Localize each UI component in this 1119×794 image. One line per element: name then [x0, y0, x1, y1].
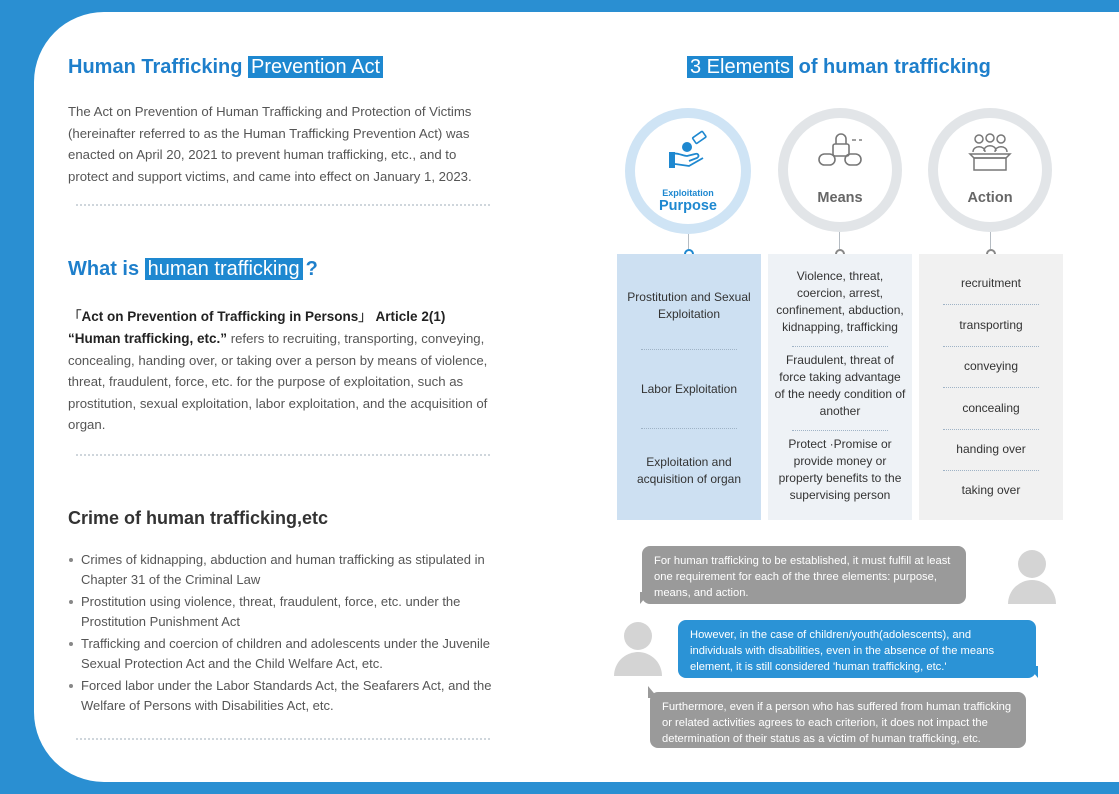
purpose-cell: Prostitution and Sexual Exploitation: [627, 290, 751, 321]
definition-term: “Human trafficking, etc.”: [68, 331, 228, 346]
purpose-label: Purpose: [658, 198, 717, 214]
title-highlight: 3 Elements: [687, 56, 793, 78]
divider: [76, 454, 490, 456]
separator: [943, 470, 1039, 471]
list-item: Crimes of kidnapping, abduction and human trafficking as stipulated in Chapter 31 of the Criminal Law: [68, 550, 520, 590]
hand-coin-icon: [665, 130, 711, 177]
action-cell: conveying: [963, 358, 1019, 373]
action-cell: transporting: [959, 317, 1023, 332]
means-cell: Protect ·Promise or provide money or property benefits to the supervising person: [778, 437, 902, 502]
means-label: Means: [817, 190, 863, 206]
connector: [688, 234, 689, 249]
separator: [943, 387, 1039, 388]
separator: [792, 346, 888, 347]
purpose-cell: Labor Exploitation: [640, 381, 738, 396]
title-end: ?: [305, 258, 318, 280]
title-plain: Human Trafficking: [68, 56, 249, 78]
separator: [641, 428, 737, 429]
prevention-act-body: The Act on Prevention of Human Trafficking and Protection of Victims (hereinafter referred to as the Human Trafficking Prevention Act) was enacted on April 20, 2021 to prevent human trafficking, etc., and to protect and support victims, and came into effect on January 1, 2023.: [68, 104, 472, 184]
separator: [792, 430, 888, 431]
title-highlight: human trafficking: [145, 258, 303, 280]
action-cell: concealing: [962, 400, 1020, 415]
article-subtitle: 「Act on Prevention of Trafficking in Persons」 Article 2(1): [68, 309, 446, 324]
chain-lock-icon: [816, 132, 864, 177]
avatar: [1018, 550, 1046, 578]
title-plain: What is: [68, 258, 145, 280]
bubble-tail: [640, 592, 650, 604]
bubble-tail: [648, 686, 658, 698]
title-plain: of human trafficking: [793, 56, 991, 78]
list-item: Prostitution using violence, threat, fraudulent, force, etc. under the Prostitution Punishment Act: [68, 592, 520, 632]
separator: [943, 304, 1039, 305]
divider: [76, 738, 490, 740]
action-cell: handing over: [956, 441, 1026, 456]
definition-body: refers to recruiting, transporting, conveying, concealing, handing over, or taking over a person by means of violence, threat, fraudulent, force, etc. for the purpose of exploitation, such as prostitution, sexual exploitation, labor exploitation, and the acquisition of organ.: [68, 331, 488, 432]
crime-title: Crime of human trafficking,etc: [68, 508, 329, 528]
separator: [943, 429, 1039, 430]
people-box-icon: [966, 130, 1014, 177]
list-item: Trafficking and coercion of children and adolescents under the Juvenile Sexual Protection Act and the Child Welfare Act, etc.: [68, 634, 520, 674]
divider: [76, 204, 490, 206]
purpose-column: [617, 254, 761, 520]
what-is-title: [68, 258, 318, 281]
purpose-small-label: Exploitation: [662, 188, 714, 198]
note-bubble-gray: Furthermore, even if a person who has suffered from human trafficking or related activities agrees to each criterion, it does not impact the determination of their status as a victim of human trafficking, etc.: [650, 692, 1026, 748]
separator: [943, 346, 1039, 347]
definition-text: [68, 328, 500, 436]
prevention-act-title: [68, 56, 383, 79]
avatar: [624, 622, 652, 650]
action-label: Action: [967, 190, 1013, 206]
list-item: Forced labor under the Labor Standards Act, the Seafarers Act, and the Welfare of Persons with Disabilities Act, etc.: [68, 676, 520, 716]
means-cell: Violence, threat, coercion, arrest, confinement, abduction, kidnapping, trafficking: [776, 269, 904, 334]
elements-title: [687, 56, 991, 79]
action-column: [919, 254, 1063, 520]
action-cell: taking over: [961, 482, 1021, 497]
connector: [839, 232, 840, 249]
means-circle-inner: [788, 118, 892, 222]
means-column: [768, 254, 912, 520]
purpose-cell: Exploitation and acquisition of organ: [636, 455, 742, 486]
title-highlight: Prevention Act: [248, 56, 383, 78]
note-bubble-blue: However, in the case of children/youth(adolescents), and individuals with disabilities, even in the absence of the means element, it is still considered 'human trafficking, etc.': [678, 620, 1036, 678]
note-bubble-gray: For human trafficking to be established, it must fulfill at least one requirement for each of the three elements: purpose, means, and action.: [642, 546, 966, 604]
crime-list: [68, 550, 520, 718]
means-cell: Fraudulent, threat of force taking advantage of the needy condition of another: [774, 353, 906, 418]
purpose-circle-inner: [635, 118, 741, 224]
connector: [990, 232, 991, 249]
action-cell: recruitment: [960, 275, 1022, 290]
separator: [641, 349, 737, 350]
bubble-tail: [1028, 666, 1038, 678]
action-circle-inner: [938, 118, 1042, 222]
